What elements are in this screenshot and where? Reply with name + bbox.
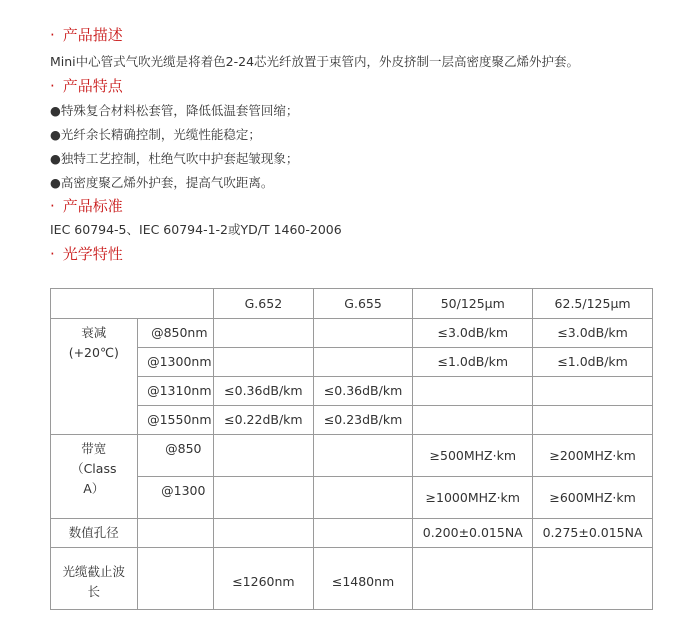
g652-cell: [214, 477, 314, 519]
feature-item: ●独特工艺控制，杜绝气吹中护套起皱现象；: [50, 151, 299, 166]
empty-cell: [137, 519, 214, 548]
heading-text: 产品标准: [62, 197, 123, 215]
empty-cell: [137, 548, 214, 610]
table-row: [51, 319, 653, 348]
heading-product-features: [50, 75, 123, 96]
header-cell-empty: [51, 289, 214, 319]
g655-cell: ≤0.36dB/km: [313, 377, 413, 406]
wavelength-cell: @850nm: [137, 319, 214, 348]
attenuation-label-cell: [51, 319, 138, 435]
mm50-cell: 0.200±0.015NA: [413, 519, 533, 548]
g655-cell: [313, 519, 413, 548]
mm625-cell: 0.275±0.015NA: [533, 519, 653, 548]
g652-cell: ≤0.36dB/km: [214, 377, 314, 406]
mm50-cell: [413, 406, 533, 435]
heading-text: 产品特点: [62, 77, 123, 95]
description-text: Mini中心管式气吹光缆是将着色2-24芯光纤放置于束管内，外皮挤制一层高密度聚乙烯外护套。: [50, 54, 580, 69]
table-row: [51, 377, 653, 406]
heading-product-description: [50, 24, 123, 45]
mm625-cell: ≥600MHZ·km: [533, 477, 653, 519]
optical-spec-table: [50, 288, 653, 610]
cutoff-label-cell: [51, 548, 138, 610]
feature-item: ●光纤余长精确控制，光缆性能稳定；: [50, 127, 261, 142]
g652-cell: [214, 435, 314, 477]
feature-item: ●高密度聚乙烯外护套，提高气吹距离。: [50, 175, 274, 190]
standard-text: IEC 60794-5、IEC 60794-1-2或YD/T 1460-2006: [50, 222, 342, 237]
wavelength-cell: @1300: [137, 477, 214, 519]
mm625-cell: ≤1.0dB/km: [533, 348, 653, 377]
header-mm50: 50/125μm: [413, 289, 533, 319]
table-row: [51, 477, 653, 519]
heading-product-standard: [50, 195, 123, 216]
attenuation-label: 衰减: [81, 325, 107, 340]
header-g655: G.655: [313, 289, 413, 319]
mm50-cell: ≤3.0dB/km: [413, 319, 533, 348]
table-row: [51, 548, 653, 610]
wavelength-cell: @1310nm: [137, 377, 214, 406]
wavelength-cell: @850: [137, 435, 214, 477]
bandwidth-sublabel: （Class: [71, 461, 117, 476]
mm625-cell: [533, 377, 653, 406]
bandwidth-label-cell: [51, 435, 138, 519]
header-mm625: 62.5/125μm: [533, 289, 653, 319]
bandwidth-label: 带宽: [81, 441, 107, 456]
mm50-cell: ≥1000MHZ·km: [413, 477, 533, 519]
wavelength-cell: @1300nm: [137, 348, 214, 377]
mm625-cell: [533, 406, 653, 435]
g652-cell: ≤0.22dB/km: [214, 406, 314, 435]
attenuation-sublabel: (+20℃): [68, 345, 119, 360]
mm625-cell: ≥200MHZ·km: [533, 435, 653, 477]
mm50-cell: [413, 377, 533, 406]
heading-text: 产品描述: [62, 26, 123, 44]
mm50-cell: ≥500MHZ·km: [413, 435, 533, 477]
table-row: [51, 435, 653, 477]
mm625-cell: [533, 548, 653, 610]
g655-cell: [313, 319, 413, 348]
heading-bullet: ·: [50, 197, 55, 215]
table-row: [51, 406, 653, 435]
g655-cell: ≤0.23dB/km: [313, 406, 413, 435]
heading-bullet: ·: [50, 77, 55, 95]
table-header-row: [51, 289, 653, 319]
mm50-cell: [413, 548, 533, 610]
mm50-cell: ≤1.0dB/km: [413, 348, 533, 377]
g655-cell: [313, 477, 413, 519]
table-row: [51, 348, 653, 377]
g655-cell: [313, 435, 413, 477]
bandwidth-sublabel: A）: [83, 481, 105, 496]
na-label: 数值孔径: [51, 519, 138, 548]
g652-cell: ≤1260nm: [214, 548, 314, 610]
g655-cell: ≤1480nm: [313, 548, 413, 610]
heading-text: 光学特性: [62, 245, 123, 263]
g652-cell: [214, 348, 314, 377]
g652-cell: [214, 319, 314, 348]
g655-cell: [313, 348, 413, 377]
cutoff-label: 长: [87, 583, 101, 599]
table-row: [51, 519, 653, 548]
header-g652: G.652: [214, 289, 314, 319]
cutoff-label: 光缆截止波: [62, 563, 126, 579]
heading-optical-characteristics: [50, 243, 123, 264]
g652-cell: [214, 519, 314, 548]
wavelength-cell: @1550nm: [137, 406, 214, 435]
mm625-cell: ≤3.0dB/km: [533, 319, 653, 348]
heading-bullet: ·: [50, 245, 55, 263]
heading-bullet: ·: [50, 26, 55, 44]
feature-item: ●特殊复合材料松套管，降低低温套管回缩；: [50, 103, 299, 118]
